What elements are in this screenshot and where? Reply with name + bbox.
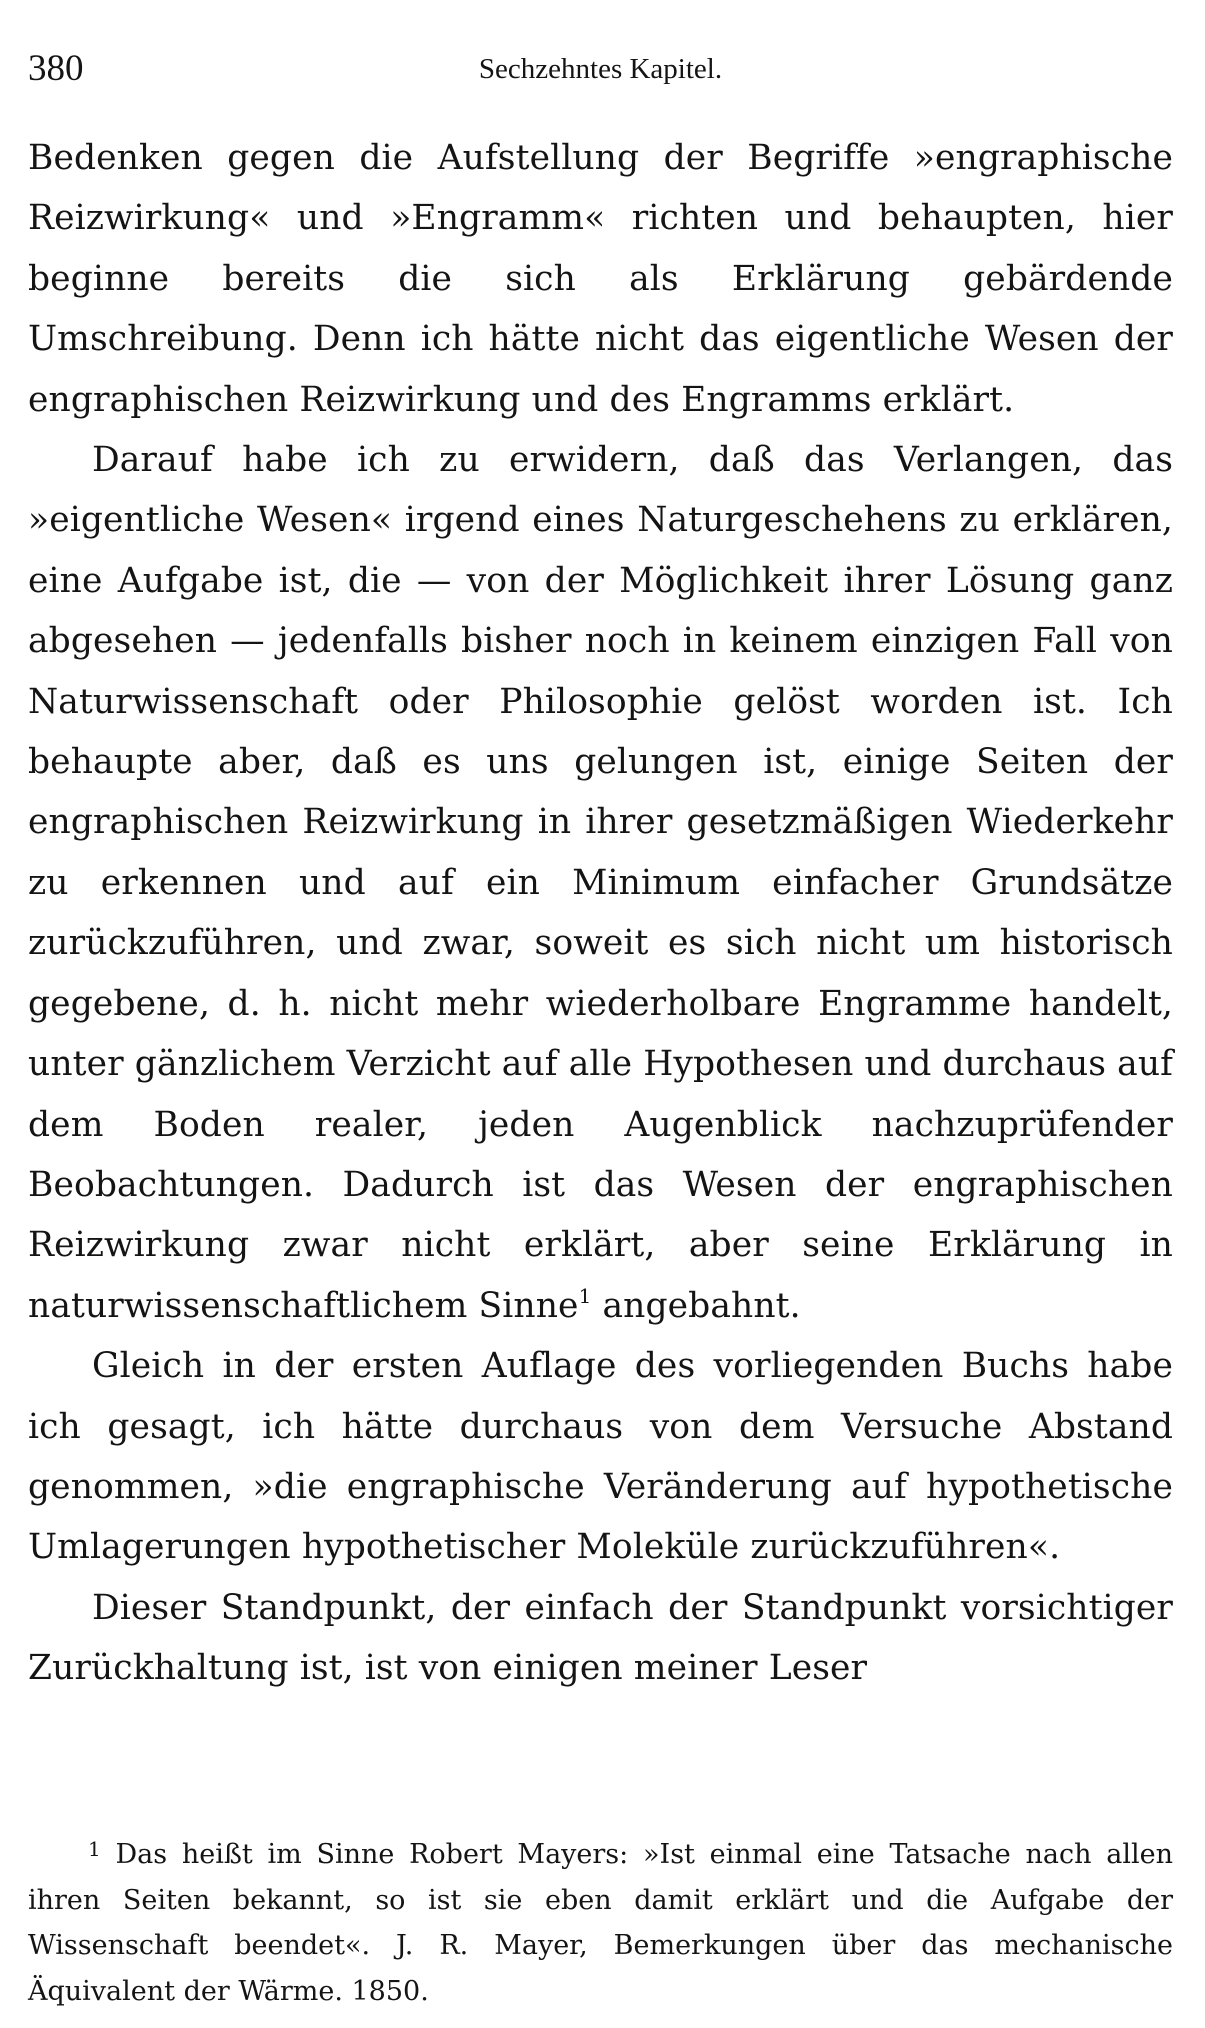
page-number: 380: [28, 48, 84, 89]
page-header: [28, 44, 1173, 94]
paragraph-2-tail: angebahnt.: [602, 1285, 801, 1326]
footnote-mark: 1: [88, 1837, 101, 1861]
paragraph-3-text: Gleich in der ersten Auflage des vorliegenden Buchs habe ich gesagt, ich hätte durchaus von dem Versuche Abstand genommen, »die engraphische Veränderung auf hypothetische Umlagerungen hypothetischer Moleküle zurückzuführen«.: [28, 1346, 1173, 1568]
footnote-text: Das heißt im Sinne Robert Mayers: »Ist einmal eine Tatsache nach allen ihren Seiten bekannt, so ist sie eben damit erklärt und die Aufgabe der Wissenschaft beendet«. J. R. Mayer, Bemerkungen über das mechanische Äquivalent der Wärme. 1850.: [28, 1839, 1173, 2007]
paragraph-4-text: Dieser Standpunkt, der einfach der Standpunkt vorsichtiger Zurückhaltung ist, ist von einigen meiner Leser: [28, 1587, 1173, 1689]
paragraph-2-text: Darauf habe ich zu erwidern, daß das Verlangen, das »eigentliche Wesen« irgend eines Naturgeschehens zu erklären, eine Aufgabe ist, die — von der Möglichkeit ihrer Lösung ganz abgesehen — jedenfalls bisher noch in keinem einzigen Fall von Naturwissenschaft oder Philosophie gelöst worden ist. Ich behaupte aber, daß es uns gelungen ist, einige Seiten der engraphischen Reizwirkung in ihrer gesetzmäßigen Wiederkehr zu erkennen und auf ein Minimum einfacher Grundsätze zurückzuführen, und zwar, soweit es sich nicht um historisch gegebene, d. h. nicht mehr wiederholbare Engramme handelt, unter gänzlichem Verzicht auf alle Hypothesen und durchaus auf dem Boden realer, jeden Augenblick nachzuprüfender Beobachtungen. Dadurch ist das Wesen der engraphischen Reizwirkung zwar nicht erklärt, aber seine Erklärung in naturwissenschaftlichem Sinne: [28, 440, 1174, 1326]
paragraph-4: [28, 1578, 1173, 1699]
paragraph-1: [28, 128, 1173, 430]
book-page: [28, 0, 1173, 2028]
running-head: Sechzehntes Kapitel.: [478, 53, 723, 85]
footnote-paragraph: [28, 1832, 1173, 2014]
paragraph-2: [28, 430, 1173, 1336]
paragraph-1-text: Bedenken gegen die Aufstellung der Begriffe »engraphische Reizwirkung« und »Engramm« richten und behaupten, hier beginne bereits die sich als Erklärung gebärdende Umschreibung. Denn ich hätte nicht das eigentliche Wesen der engraphischen Reizwirkung und des Engramms erklärt.: [28, 138, 1173, 420]
footnote-reference: 1: [578, 1283, 592, 1308]
footnote: [28, 1832, 1173, 2014]
paragraph-3: [28, 1336, 1173, 1578]
body-text: [28, 128, 1173, 1699]
